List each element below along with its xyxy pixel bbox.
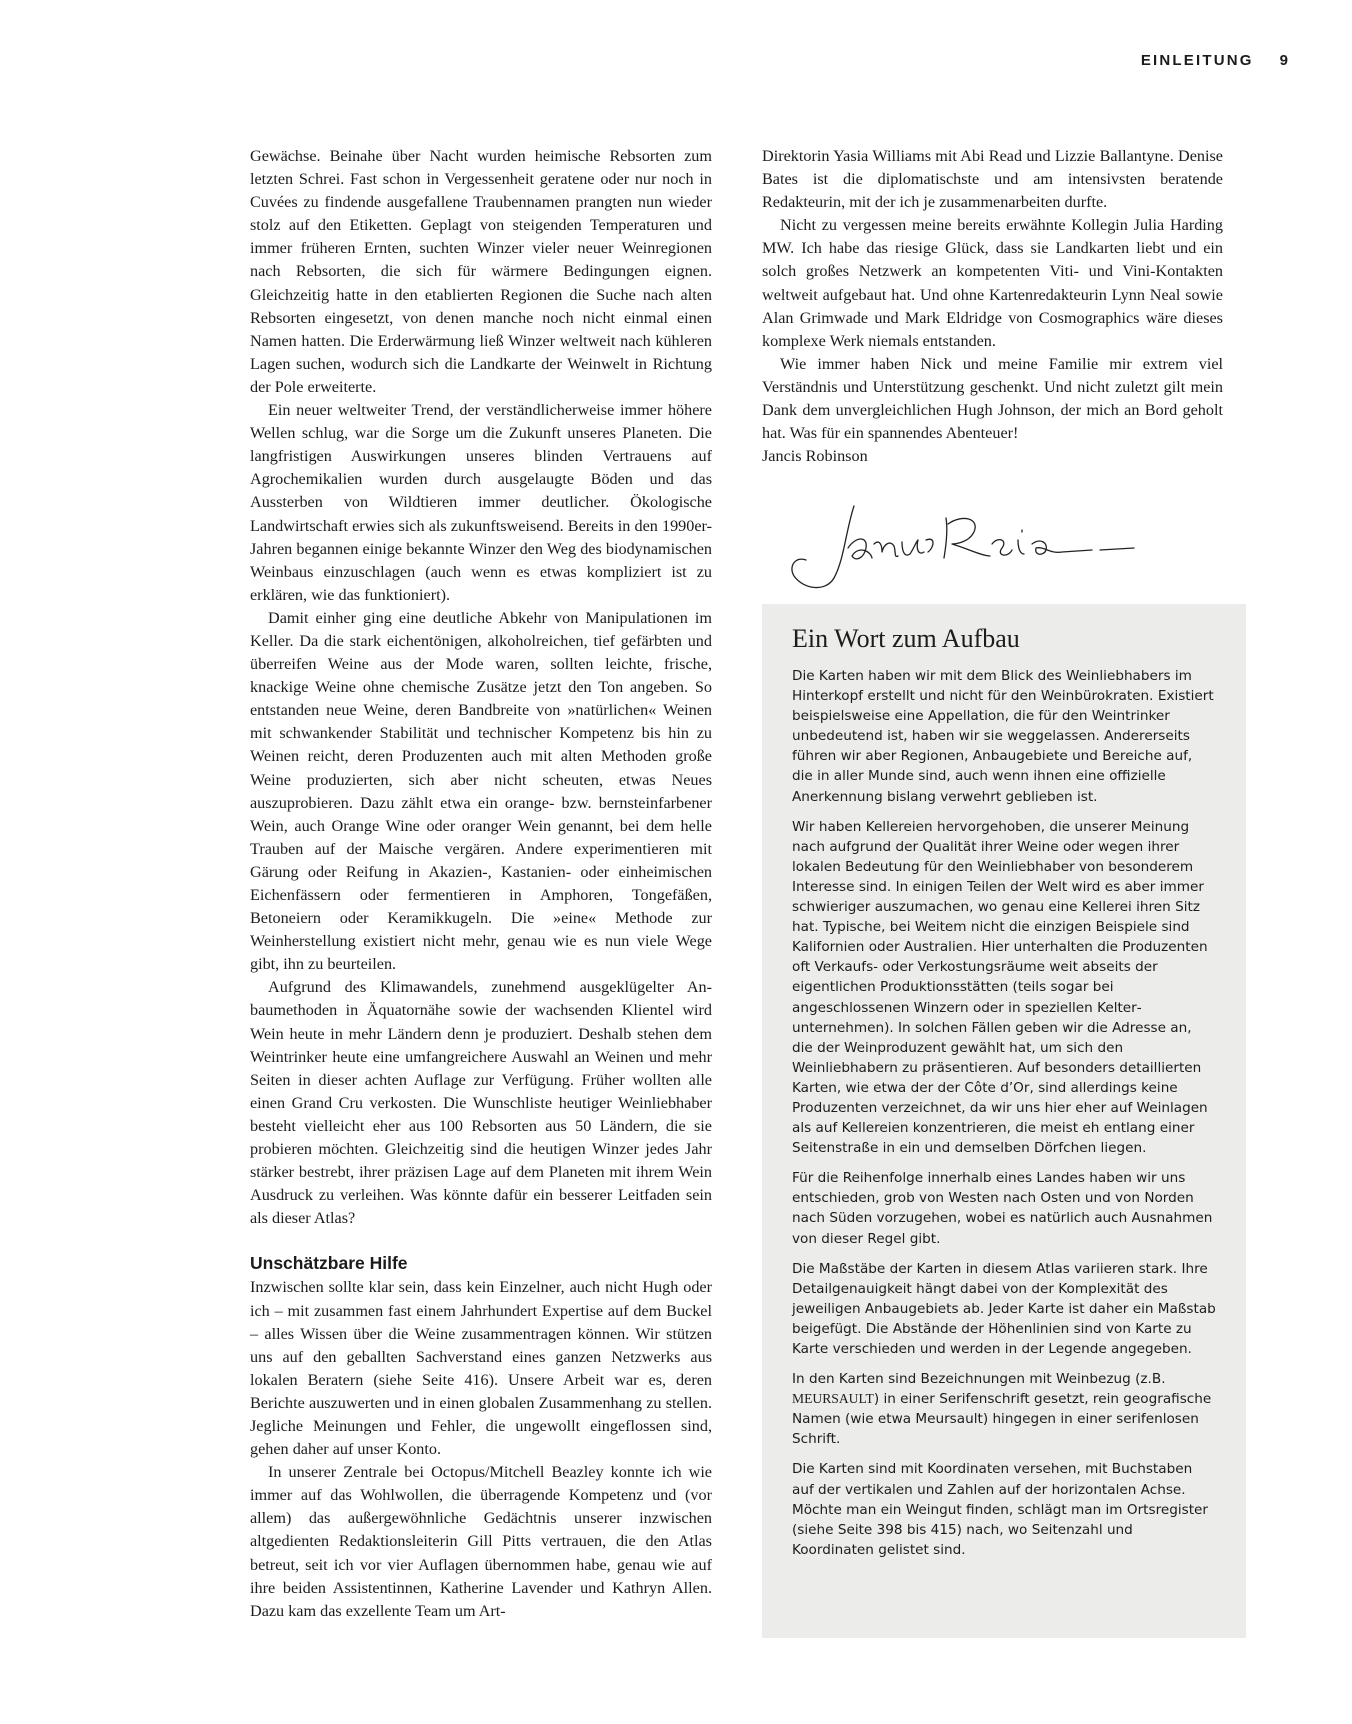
box-paragraph: Wir haben Kellereien hervorgehoben, die unserer Meinung nach aufgrund der Qualität ihrer Weine oder wegen ihrer lokalen Bedeutung für den Weinliebhaber von besonderem Interesse sind. In einigen Teilen der Welt wird es aber immer schwieriger auszumachen, wo genau eine Kellerei ihren Sitz hat. Typische, bei Weitem nicht die einzigen Beispiele sind Kalifornien oder Australien. Hier unterhalten die Produzenten oft Verkaufs- oder Verkostungsräume weit abseits der eigentlichen Produktionsstätten (teils sogar bei angeschlossenen Winzern oder in speziellen Kelterunternehmen). In solchen Fällen geben wir die Adresse an, die der Weinproduzent gewählt hat, um sich den Weinliebhabern zu präsentieren. Auf besonders detaillierten Karten, wie etwa der der Côte d’Or, sind allerdings keine Produzenten verzeichnet, da wir uns hier eher auf Weinlagen als auf Kellereien konzentrieren, die meist eh entlang einer Seitenstraße in ein und demselben Dörfchen liegen. xyxy=(792,818,1208,1157)
page-number: 9 xyxy=(1279,52,1288,69)
body-paragraph: Nicht zu vergessen meine bereits erwähnte Kollegin Julia Harding MW. Ich habe das riesige Glück, dass sie Landkarten liebt und ein solch großes Netzwerk an kompetenten Viti- und Vini-Kontakten weltweit aufgebaut hat. Und ohne Kartenredakteurin Lynn Neal sowie Alan Grimwade und Mark Eldridge von Cosmographics wäre dieses komplexe Werk niemals entstanden. xyxy=(762,216,1223,350)
body-paragraph: Damit einher ging eine deutliche Abkehr von Manipulationen im Keller. Da die stark eichentönigen, alkoholreichen, tief gefärbten und überreifen Weine aus der Mode waren, sollten leichte, frische, knackige Weine ohne chemische Zusätze jetzt den Ton angeben. So entstanden neue Weine, deren Bandbreite von »natürlichen« Weinen mit schwankender Stabilität und technischer Kompetenz bis hin zu Weinen reicht, deren Produzenten auch mit alten Methoden große Weine produzierten, sich aber nicht scheuten, etwas Neues auszuprobieren. Dazu zählt etwa ein orange- bzw. bernsteinfarbener Wein, auch Orange Wine oder oranger Wein genannt, bei dem helle Trauben auf der Maische vergären. Andere experimentieren mit Gärung oder Reifung in Akazien-, Kastanien- oder einheimischen Eichenfässern oder fermentieren in Amphoren, Tongefäßen, Betoneiern oder Keramikkugeln. Die »eine« Methode zur Weinherstellung existiert nicht mehr, genau wie es nun viele Wege gibt, ihn zu beurteilen. xyxy=(250,608,712,974)
body-paragraph: Wie immer haben Nick und meine Familie mir extrem viel Verständnis und Unterstützung geschenkt. Und nicht zuletzt gilt mein Dank dem unvergleichlichen Hugh Johnson, der mich an Bord geholt hat. Was für ein spannendes Abenteuer! xyxy=(762,354,1223,443)
body-paragraph: Ein neuer weltweiter Trend, der verständlicherweise immer höhere Wellen schlug, war die Sorge um die Zukunft unseres Planeten. Die langfristigen Auswirkungen unseres blinden Vertrauens auf Agrochemikalien wurden durch ausgelaugte Böden und das Aussterben von Wildtieren immer deutlicher. Ökologische Landwirtschaft erwies sich als zukunftsweisend. Bereits in den 1990er-Jahren begannen einige bekannte Winzer den Weg des biodynamischen Weinbaus einzuschlagen (auch wenn es etwas kompliziert ist zu erklären, wie das funktioniert). xyxy=(250,401,712,604)
box-paragraph xyxy=(792,1369,1216,1449)
box-paragraph: Für die Reihenfolge innerhalb eines Landes haben wir uns entschieden, grob von Westen nach Osten und von Norden nach Süden vorzugehen, wobei es natürlich auch Ausnahmen von dieser Regel gibt. xyxy=(792,1170,1213,1247)
section-title: EINLEITUNG xyxy=(1140,52,1254,69)
box-paragraph: Die Karten haben wir mit dem Blick des Weinliebhabers im Hinterkopf erstellt und nicht für den Weinbürokraten. Existiert beispielsweise eine Appellation, die für den Weintrinker unbedeutend ist, haben wir sie weggelassen. Andererseits führen wir aber Regionen, Anbaugebiete und Bereiche auf, die in aller Munde sind, auch wenn ihnen eine offizielle Anerkennung bislang verwehrt geblieben ist. xyxy=(792,668,1214,805)
info-box xyxy=(762,604,1246,1638)
serif-example: MEURSAULT xyxy=(792,1391,874,1407)
box-paragraph: Die Karten sind mit Koordinaten versehen, mit Buchstaben auf der vertikalen und Zahlen auf der horizontalen Achse. Möchte man ein Weingut finden, schlägt man im Ortsregister (siehe Seite 398 bis 415) nach, wo Seitenzahl und Koordinaten gelistet sind. xyxy=(792,1461,1208,1558)
author-name: Jancis Robinson xyxy=(762,447,868,466)
body-paragraph: In unserer Zentrale bei Octopus/Mitchell Beazley konnte ich wie immer auf das Wohlwollen, die überragende Kompetenz und (vor allem) das außergewöhnliche Gedächtnis unserer inzwischen altgedienten Redaktionsleiterin Gill Pitts vertrauen, die den Atlas betreut, seit ich vor vier Auflagen übernommen habe, genau wie auf ihre beiden Assistentinnen, Katherine Lavender und Kathryn Allen. Dazu kam das exzellente Team um Art- xyxy=(250,1463,712,1620)
box-text: ) in einer Serifenschrift gesetzt, rein geografische Namen (wie etwa Meursault) hingegen in einer serifenlosen Schrift. xyxy=(792,1391,1212,1448)
box-title: Ein Wort zum Aufbau xyxy=(792,624,1020,653)
body-paragraph: Direktorin Yasia Williams mit Abi Read und Lizzie Ballantyne. Denise Bates ist die diplomatischste und am intensivsten beratende Redakteurin, mit der ich je zusammenarbeiten durfte. xyxy=(762,147,1223,212)
body-paragraph: Inzwischen sollte klar sein, dass kein Einzelner, auch nicht Hugh oder ich – mit zusammen fast einem Jahrhundert Expertise auf dem Buckel – alles Wissen über die Weine zusammentragen können. Wir stützen uns auf den geballten Sachverstand eines ganzen Netzwerks aus lokalen Beratern (siehe Seite 416). Unsere Arbeit war es, deren Berichte auszuwerten und in einen globalen Zusammenhang zu stellen. Jegliche Meinungen und Fehler, die ungewollt eingeflossen sind, gehen daher auf unser Konto. xyxy=(250,1278,712,1459)
body-paragraph: Gewächse. Beinahe über Nacht wurden heimische Rebsorten zum letzten Schrei. Fast schon in Vergessenheit geratene oder nur noch in Cuvées zu findende ausgefallene Traubennamen prangten nun wieder stolz auf den Etiketten. Geplagt von steigenden Temperaturen und immer früheren Ernten, suchten Winzer vieler neuer Weinregionen nach Rebsorten, die sich für wärmere Bedingungen eignen. Gleichzeitig hatte in den etablierten Regionen die Suche nach alten Rebsorten eingesetzt, von denen manche noch nicht einmal einen Namen hatten. Die Erderwärmung ließ Winzer weltweit nach kühleren Lagen suchen, wodurch sich die Landkarte der Weinwelt in Richtung der Pole erweiterte. xyxy=(250,147,712,396)
box-paragraph: Die Maßstäbe der Karten in diesem Atlas variieren stark. Ihre Detailgenauigkeit hängt dabei von der Komplexität des jeweiligen Anbaugebiets ab. Jeder Karte ist daher ein Maßstab beigefügt. Die Abstände der Höhenlinien sind von Karte zu Karte verschieden und werden in der Legende angegeben. xyxy=(792,1260,1216,1357)
left-column xyxy=(250,145,712,1623)
handwritten-signature xyxy=(786,500,1166,596)
body-paragraph: Aufgrund des Klimawandels, zunehmend ausgeklügelter Anbaumethoden in Äquatornähe sowie der wachsenden Klientel wird Wein heute in mehr Ländern denn je produziert. Deshalb stehen dem Weintrinker heute eine umfangreichere Auswahl an Weinen und mehr Seiten in dieser achten Auflage zur Verfügung. Früher wollten alle einen Grand Cru verkosten. Die Wunschliste heutiger Weinliebhaber besteht vielleicht eher aus 100 Rebsorten aus 50 Ländern, die sie probieren möchten. Gleichzeitig sind die heutigen Winzer jedes Jahr stärker bestrebt, ihrer präzisen Lage auf dem Planeten mit ihrem Wein Ausdruck zu verleihen. Was könnte dafür ein besserer Leitfaden sein als dieser Atlas? xyxy=(250,978,712,1228)
subheading: Unschätzbare Hilfe xyxy=(250,1253,408,1274)
box-text: In den Karten sind Bezeichnungen mit Weinbezug (z.B. xyxy=(792,1371,1166,1388)
right-column xyxy=(762,145,1223,468)
running-header xyxy=(1141,52,1288,69)
